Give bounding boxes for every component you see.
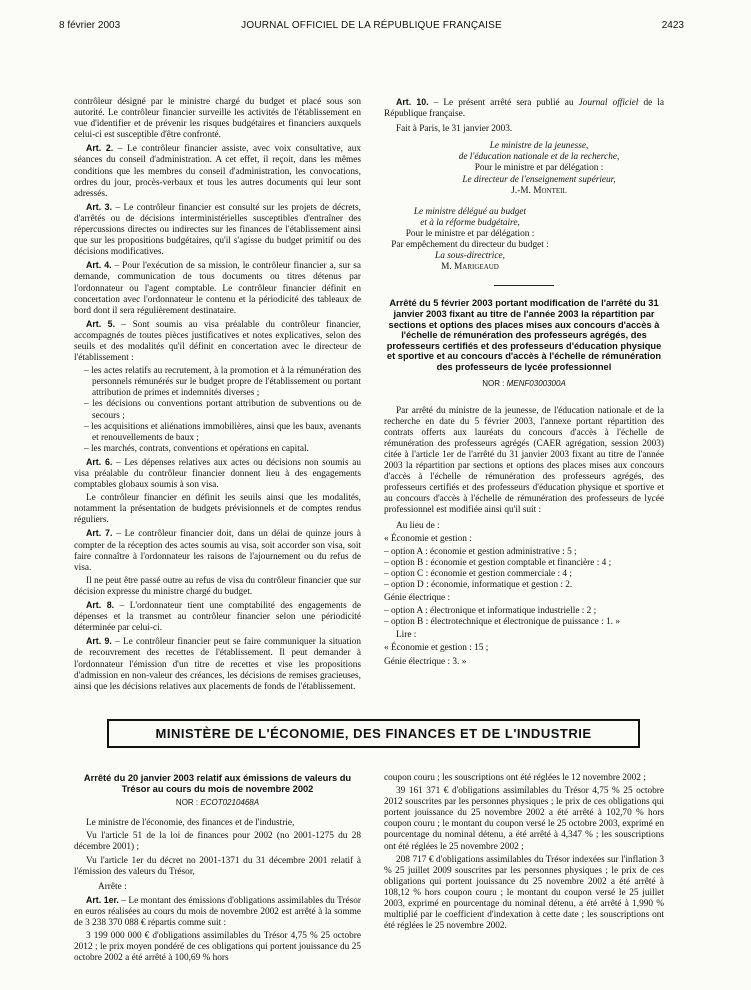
article-text: de la République française. — [384, 98, 665, 120]
paragraph: coupon couru ; les souscriptions ont été réglées le 12 novembre 2002 ; — [384, 773, 646, 783]
article-3 — [74, 202, 361, 258]
section-heading: Génie électrique : 3. » — [384, 656, 467, 667]
article-9 — [74, 636, 361, 692]
header-journal-title: JOURNAL OFFICIEL DE LA RÉPUBLIQUE FRANÇAISE — [241, 20, 502, 31]
list-item: – les actes relatifs au recrutement, à la promotion et à la rémunération des personnels rémunérés sur le budget propre de l'établissement ou portant attribution de primes et indemnités diverses ; — [84, 366, 361, 399]
list-item: – option B : électrotechnique et électronique de puissance : 1. » — [384, 617, 620, 628]
arrete-title: Arrêté du 20 janvier 2003 relatif aux émissions de valeurs du Trésor au cours du mois de novembre 2002 — [83, 773, 352, 794]
divider — [494, 285, 554, 286]
right-column-top — [384, 97, 664, 670]
article-text: – Le présent arrêté sera publié au — [428, 98, 579, 108]
article-4 — [74, 260, 361, 316]
article-text: – Le contrôleur financier doit, dans un délai de quinze jours à compter de la réception des actes soumis au visa, soit accorder son visa, soit faire connaître à l'ordonnateur les raisons de l'ajournement ou du refus de visa. — [74, 529, 361, 573]
article-label: Art. 8. — [86, 600, 115, 611]
running-head — [59, 20, 684, 36]
nor-code: MENF0300300A — [506, 379, 566, 389]
article-text: – Le contrôleur financier est consulté sur les projets de décrets, d'arrêtés ou de décisions interministérielles susceptibles d'entraîner des répercussions directes ou indirectes sur les finances de l'établissement ainsi que sur les propositions budgétaires, qu'il s'agisse du budget primitif ou des décisions modificatives. — [74, 202, 362, 258]
article-label: Art. 6. — [86, 456, 113, 467]
signatory-title: Le directeur de l'enseignement supérieur, — [462, 174, 616, 185]
delegation-line: Pour le ministre et par délégation : — [405, 228, 535, 239]
article-label: Art. 9. — [86, 636, 112, 647]
signature-block — [414, 141, 664, 196]
section-heading: « Économie et gestion : 15 ; — [384, 643, 489, 654]
article-text: – L'ordonnateur tient une comptabilité des engagements de dépenses et la transmet au contrôleur financier selon une périodicité déterminée par celui-ci. — [74, 601, 361, 634]
paragraph: contrôleur désigné par le ministre chargé du budget et placé sous son autorité. Le contrôleur financier surveille les activités de l'établissement en vue d'identifier et de prévenir les risques budgétaires et financiers auxquels celui-ci est susceptible d'être confronté. — [74, 97, 361, 141]
article-text: – Sont soumis au visa préalable du contrôleur financier, accompagnés de toutes pièces justificatives et notes explicatives, selon des seuils et des modalités qu'il définit en concertation avec le directeur de l'établissement : — [74, 319, 361, 364]
article-10 — [384, 97, 664, 120]
article-label: Art. 1er. — [86, 894, 119, 905]
lire: Lire : — [396, 630, 417, 641]
header-date: 8 février 2003 — [59, 20, 121, 31]
signatory-title: Le ministre délégué au budget — [413, 206, 527, 217]
arrete-word: Arrête : — [98, 881, 127, 892]
right-column-bottom — [384, 773, 664, 934]
list-item: – les marchés, contrats, conventions et opérations en capital. — [84, 443, 309, 454]
article-text: – Les dépenses relatives aux actes ou décisions non soumis au visa préalable du contrôleur financier donnent lieu à des engagements comptables globaux soumis à son visa. — [74, 457, 361, 491]
arrete-title: Arrêté du 5 février 2003 portant modification de l'arrêté du 31 janvier 2003 fixant au titre de l'année 2003 la répartition par sections et options des places mises aux concours d'accès à l'échelle de rémunération des professeurs agrégés, des professeurs certifiés et des professeurs d'éducation physique et sportive et au concours d'accès à l'échelle de rémunération des professeurs de lycée professionnel — [386, 298, 662, 372]
list-item: – les acquisitions et aliénations immobilières, ainsi que les baux, avenants et renouvellements de baux ; — [84, 421, 361, 443]
article-label: Art. 4. — [86, 260, 112, 271]
article-8 — [74, 600, 361, 634]
list-item: – les décisions ou conventions portant attribution de subventions ou de secours ; — [84, 399, 361, 421]
paragraph: Le contrôleur financier en définit les seuils ainsi que les modalités, notamment la présentation de budgets prévisionnels et de comptes rendus réguliers. — [74, 493, 361, 526]
article-5 — [74, 319, 361, 364]
delegation-line: Pour le ministre et par délégation : — [474, 163, 604, 174]
genie-options — [384, 606, 664, 628]
article-2 — [74, 143, 361, 199]
article-7 — [74, 528, 361, 573]
economie-options — [384, 547, 664, 591]
signatory-title: Le ministre de la jeunesse, — [489, 141, 589, 152]
article-text: – Le montant des émissions d'obligations assimilables du Trésor en euros réalisées au cours du mois de novembre 2002 est arrêté à la somme de 3 238 370 088 € répartis comme suit : — [74, 895, 362, 929]
article-5-list — [74, 366, 361, 455]
article-6 — [74, 457, 361, 491]
section-heading: Génie électrique : — [384, 593, 451, 604]
paragraph: 208 717 € d'obligations assimilables du Trésor indexées sur l'inflation 3 % 25 juillet 2009 souscrites par les personnes physiques ; le prix de ces obligations qui portent jouissance du 25 novembre 2002 a été arrêté à 108,12 % hors coupon couru ; le montant du coupon versé le 25 juillet 2003, exprimé en pourcentage du nominal détenu, a été arrêté à 1,990 % multiplié par le coefficient d'indexation à cette date ; les souscriptions ont été réglées le 25 novembre 2002. — [384, 854, 664, 932]
paragraph: Par arrêté du ministre de la jeunesse, de l'éducation nationale et de la recherche en date du 5 février 2003, l'annexe portant répartition des contrats offerts aux lauréats du concours d'accès à l'échelle de rémunération des professeurs agrégés (CAER agrégation, session 2003) citée à l'article 1er de l'arrêté du 31 janvier 2003 fixant au titre de l'année 2003 la répartition par sections et options des places mises aux concours d'accès à l'échelle de rémunération des professeurs agrégés, des professeurs certifiés et des professeurs d'éducation physique et sportive et au concours d'accès à l'échelle de rémunération des professeurs de lycée professionnel est modifiée ainsi qu'il suit : — [384, 405, 664, 516]
nor-reference — [74, 797, 361, 808]
article-label: Art. 7. — [86, 528, 113, 539]
paragraph: Il ne peut être passé outre au refus de visa du contrôleur financier que sur décision expresse du ministre chargé du budget. — [74, 575, 361, 597]
paragraph: Le ministre de l'économie, des finances et de l'industrie, — [86, 818, 295, 829]
nor-prefix: NOR : — [175, 798, 201, 808]
paragraph: 3 199 000 000 € d'obligations assimilables du Trésor 4,75 % 25 octobre 2012 ; le prix moyen pondéré de ces obligations qui portent jouissance du 25 octobre 2002 a été arrêté à 100,69 % hors — [74, 931, 361, 964]
fait-a-paris: Fait à Paris, le 31 janvier 2003. — [396, 124, 513, 135]
signatory-title: La sous-directrice, — [435, 251, 505, 262]
ministry-banner: MINISTÈRE DE L'ÉCONOMIE, DES FINANCES ET DE L'INDUSTRIE — [107, 719, 640, 748]
list-item: – option A : électronique et informatique industrielle : 2 ; — [384, 606, 597, 617]
nor-prefix: NOR : — [482, 379, 507, 389]
left-column-top — [74, 97, 361, 695]
list-item: – option C : économie et gestion commerciale : 4 ; — [384, 568, 572, 579]
journal-name: Journal officiel — [578, 98, 639, 108]
article-1 — [74, 895, 361, 929]
article-text: – Le contrôleur financier assiste, avec voix consultative, aux séances du conseil d'administration. A cet effet, il reçoit, dans les mêmes conditions que les membres du conseil d'administration, les convocations, ordres du jour, procès-verbaux et tous les autres documents qui leur sont adressés. — [74, 144, 361, 199]
paragraph: Vu l'article 1er du décret no 2001-1371 du 31 décembre 2001 relatif à l'émission des valeurs du Trésor, — [74, 855, 361, 877]
nor-reference — [384, 378, 664, 389]
list-item: – option A : économie et gestion administrative : 5 ; — [384, 546, 577, 557]
header-page-number: 2423 — [661, 20, 684, 31]
article-label: Art. 2. — [86, 143, 114, 154]
paragraph: Vu l'article 51 de la loi de finances pour 2002 (no 2001-1275 du 28 décembre 2001) ; — [74, 831, 361, 853]
signatory-title: et à la réforme budgétaire, — [420, 217, 520, 228]
list-item: – option D : économie, informatique et gestion : 2. — [384, 579, 573, 590]
signature-block — [370, 207, 570, 274]
au-lieu-de: Au lieu de : — [396, 520, 440, 531]
article-label: Art. 10. — [396, 97, 429, 107]
list-item: – option B : économie et gestion comptable et financière : 4 ; — [384, 557, 612, 568]
signatory-title: de l'éducation nationale et de la recherche, — [458, 152, 620, 163]
article-text: – Pour l'exécution de sa mission, le contrôleur financier a, sur sa demande, communication de tous documents ou titres détenus par l'ordonnateur ou l'agent comptable. Le contrôleur financier définit en concertation avec l'ordonnateur le contenu et la périodicité des tableaux de bord dont il sera régulièrement destinataire. — [74, 261, 362, 316]
signatory-name: M. Marigeaud — [441, 262, 499, 273]
left-column-bottom — [74, 773, 361, 966]
paragraph: 39 161 371 € d'obligations assimilables du Trésor 4,75 % 25 octobre 2012 souscrites par les personnes physiques ; le prix de ces obligations qui portent jouissance du 25 novembre 2002 a été arrêté à 102,70 % hors coupon couru ; le montant du coupon versé le 25 octobre 2003, exprimé en pourcentage du nominal détenu, a été arrêté à 4,347 % ; les souscriptions ont été réglées le 25 novembre 2002 ; — [384, 786, 664, 852]
nor-code: ECOT0210468A — [200, 798, 260, 808]
article-text: – Le contrôleur financier peut se faire communiquer la situation de recouvrement des recettes de l'établissement. Il peut demander à l'ordonnateur l'émission d'un titre de recettes et vise les propositions d'admission en non-valeur des créances, les décisions de remises gracieuses, ainsi que les décisions relatives aux placements de fonds de l'établissement. — [74, 637, 361, 692]
article-label: Art. 3. — [86, 201, 113, 212]
delegation-line: Par empêchement du directeur du budget : — [391, 240, 549, 251]
article-label: Art. 5. — [86, 318, 116, 329]
section-heading: « Économie et gestion : — [384, 533, 472, 544]
signatory-name: J.-M. Monteil — [511, 185, 567, 196]
